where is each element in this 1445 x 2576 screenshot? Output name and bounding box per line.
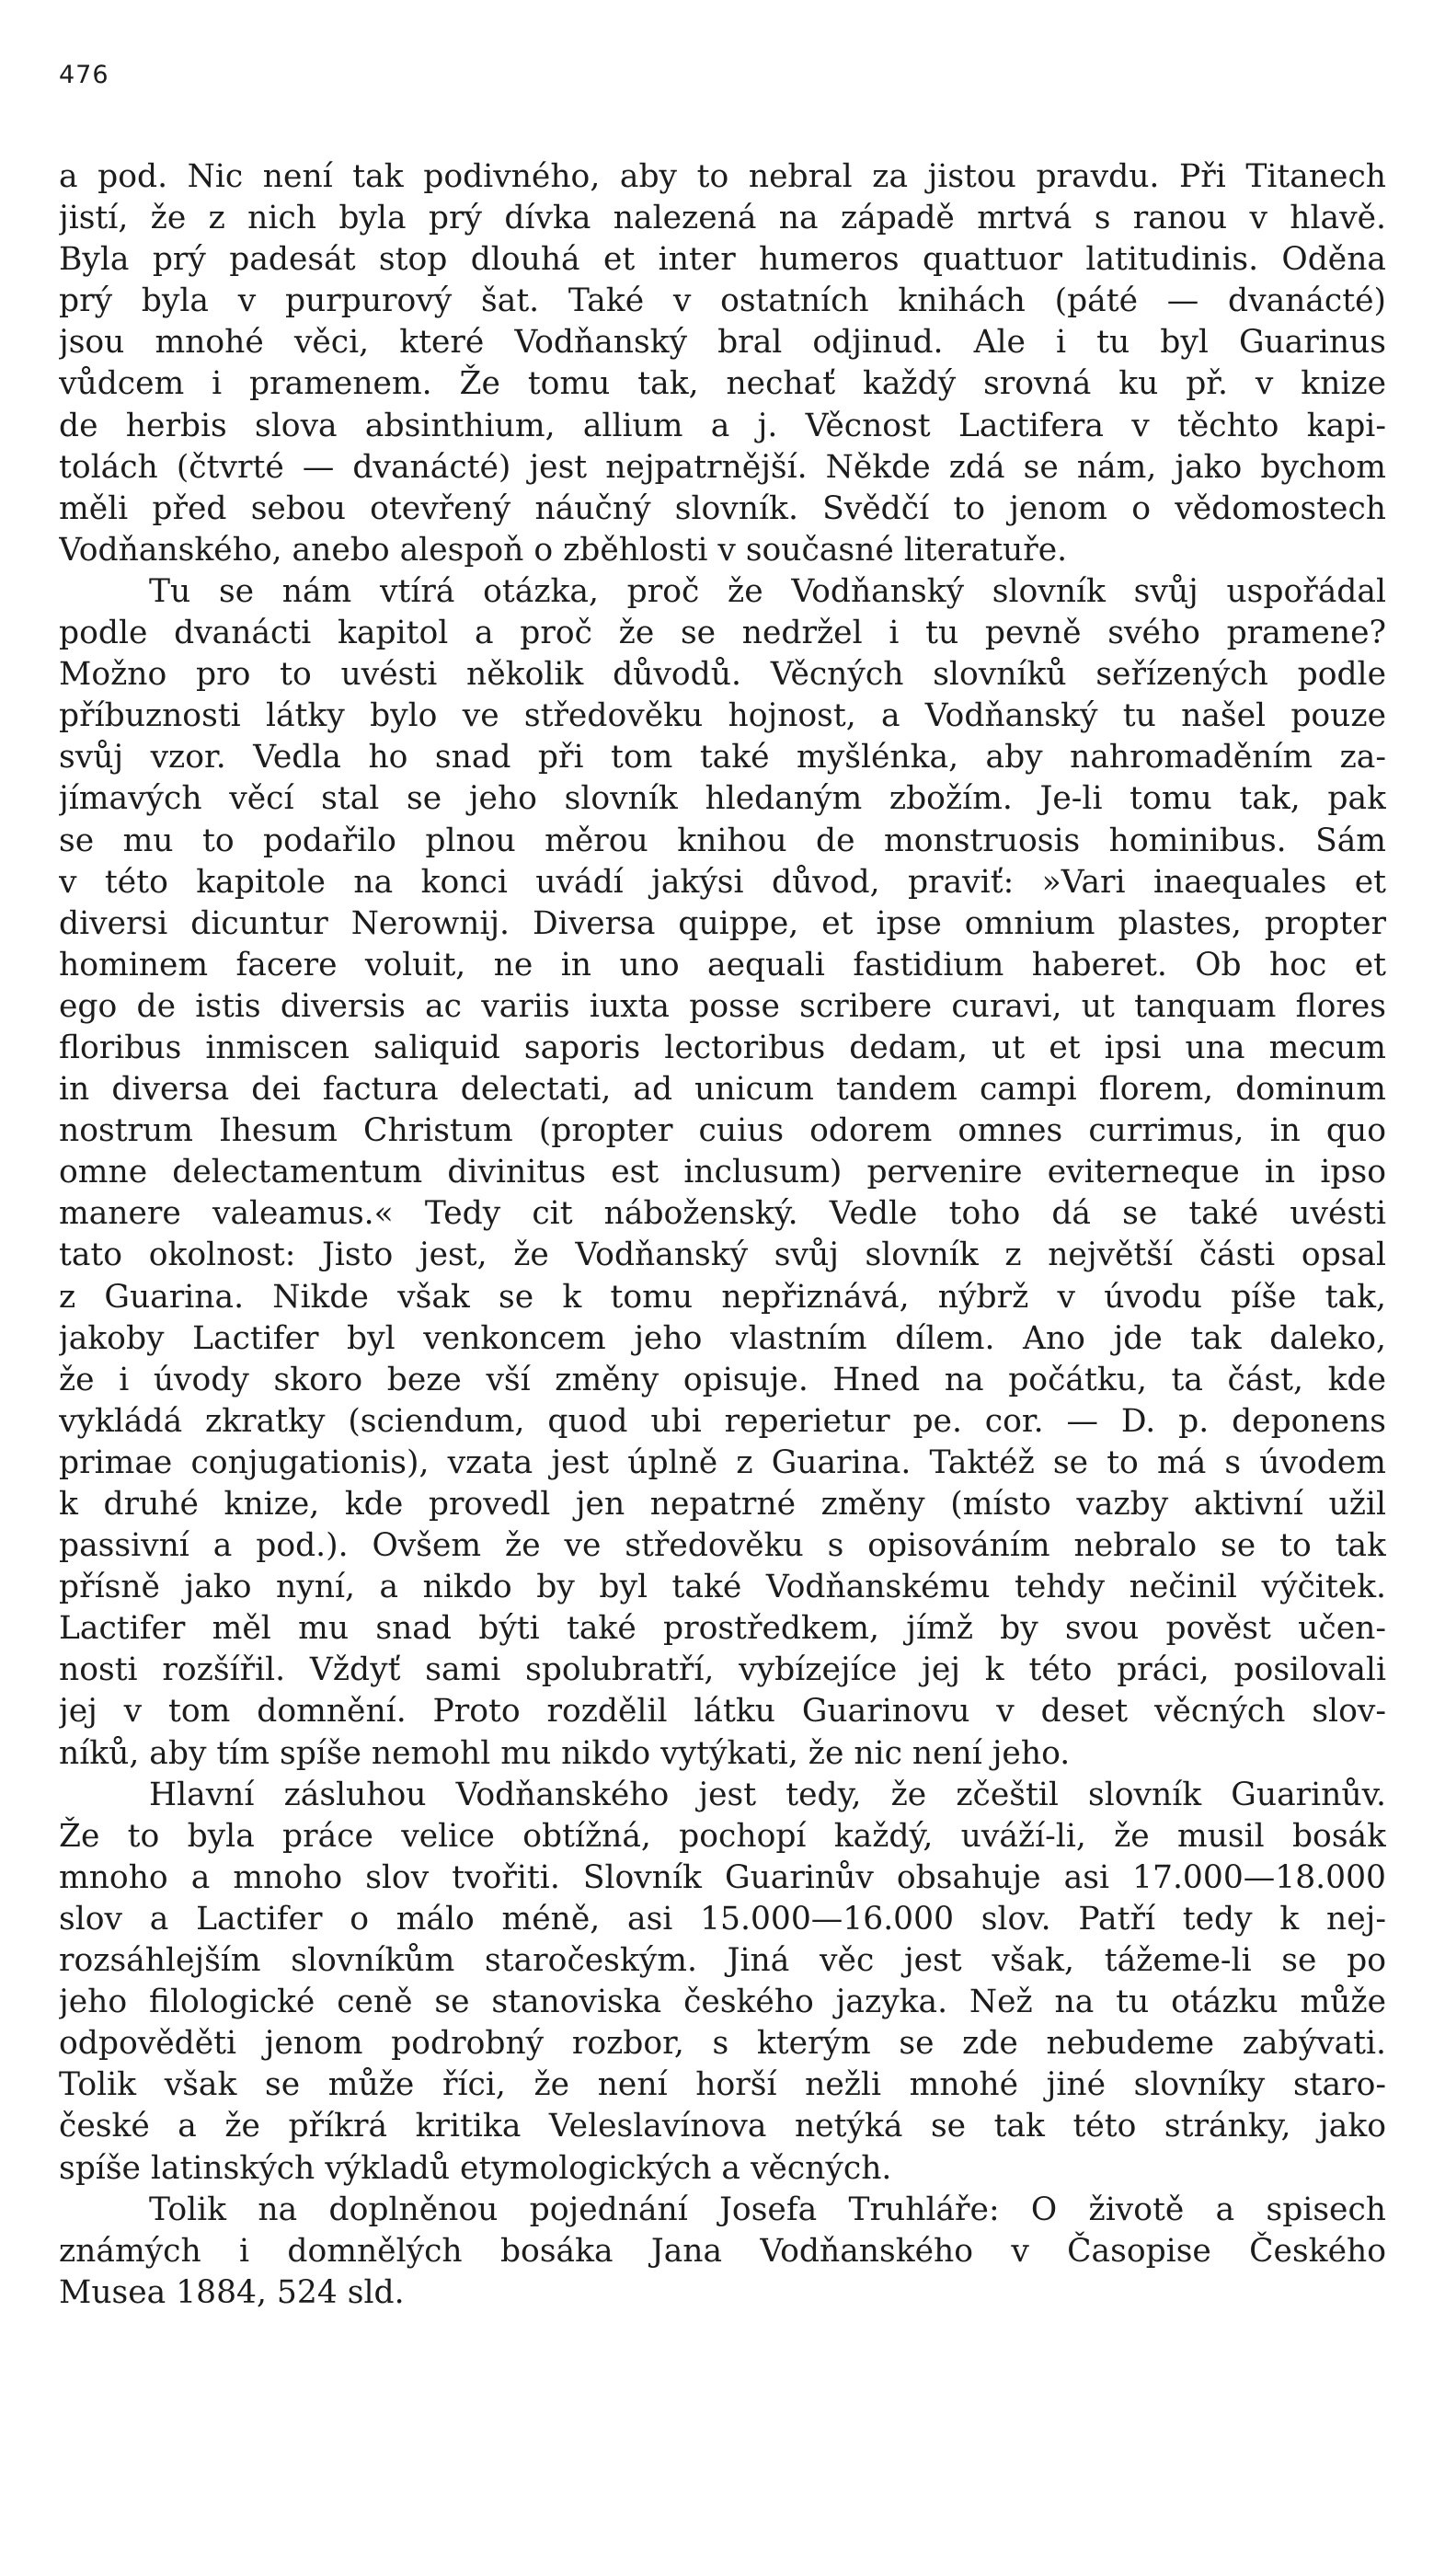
text-line: přísně jako nyní, a nikdo by byl také Vodňanskému tehdy nečinil výčitek. <box>59 1569 1386 1606</box>
text-line: jej v tom domnění. Proto rozdělil látku Guarinovu v deset věcných slov- <box>59 1693 1386 1731</box>
text-line: diversi dicuntur Nerownij. Diversa quippe, et ipse omnium plastes, propter <box>59 904 1386 942</box>
text-line: manere valeamus.« Tedy cit náboženský. Vedle toho dá se také uvésti <box>59 1195 1386 1233</box>
paragraph <box>59 571 1386 1775</box>
text-line: odpověděti jenom podrobný rozbor, s kterým se zde nebudeme zabývati. <box>59 2025 1386 2063</box>
text-line: mnoho a mnoho slov tvořiti. Slovník Guarinův obsahuje asi 17.000—18.000 <box>59 1858 1386 1896</box>
text-line: Hlavní zásluhou Vodňanského jest tedy, že zčeštil slovník Guarinův. <box>149 1776 1386 1813</box>
text-line: nosti rozšířil. Vždyť sami spolubratří, vybízejíce jej k této práci, posilovali <box>59 1651 1386 1689</box>
text-line: rozsáhlejším slovníkům staročeským. Jiná věc jest však, tážeme-li se po <box>59 1942 1386 1980</box>
paragraph <box>59 1775 1386 2190</box>
text-line: ego de istis diversis ac variis iuxta posse scribere curavi, ut tanquam flores <box>59 987 1386 1025</box>
text-line: z Guarina. Nikde však se k tomu nepřiznává, nýbrž v úvodu píše tak, <box>59 1278 1386 1316</box>
text-line: české a že příkrá kritika Veleslavínova netýká se tak této stránky, jako <box>59 2108 1386 2145</box>
paragraph <box>59 2190 1386 2314</box>
text-line: prý byla v purpurový šat. Také v ostatních knihách (páté — dvanácté) <box>59 282 1386 320</box>
body-text <box>59 156 1386 2314</box>
text-line: jakoby Lactifer byl venkoncem jeho vlastním dílem. Ano jde tak daleko, <box>59 1319 1386 1357</box>
text-line: Možno pro to uvésti několik důvodů. Věcných slovníků seřízených podle <box>59 656 1386 694</box>
text-line: jeho filologické ceně se stanoviska českého jazyka. Než na tu otázku může <box>59 1984 1386 2021</box>
text-line: primae conjugationis), vzata jest úplně z Guarina. Taktéž se to má s úvodem <box>59 1443 1386 1481</box>
text-line: že i úvody skoro beze vší změny opisuje. Hned na počátku, ta část, kde <box>59 1361 1386 1398</box>
text-line: Byla prý padesát stop dlouhá et inter humeros quattuor latitudinis. Oděna <box>59 241 1386 279</box>
text-line: vykládá zkratky (sciendum, quod ubi reperietur pe. cor. — D. p. deponens <box>59 1402 1386 1440</box>
text-line: Tolik na doplněnou pojednání Josefa Truhláře: O životě a spisech <box>149 2191 1386 2228</box>
text-line: Tolik však se může říci, že není horší nežli mnohé jiné slovníky staro- <box>59 2066 1386 2104</box>
text-line: vůdcem i pramenem. Že tomu tak, nechať každý srovná ku př. v knize <box>59 365 1386 403</box>
text-line: hominem facere voluit, ne in uno aequali fastidium haberet. Ob hoc et <box>59 946 1386 983</box>
text-line: de herbis slova absinthium, allium a j. Věcnost Lactifera v těchto kapi- <box>59 407 1386 444</box>
text-line: k druhé knize, kde provedl jen nepatrné změny (místo vazby aktivní užil <box>59 1486 1386 1523</box>
text-line: níků, aby tím spíše nemohl mu nikdo vytýkati, že nic není jeho. <box>59 1734 1071 1772</box>
text-line: a pod. Nic není tak podivného, aby to nebral za jistou pravdu. Při Titanech <box>59 158 1386 195</box>
text-line: slov a Lactifer o málo méně, asi 15.000—16.000 slov. Patří tedy k nej- <box>59 1900 1386 1938</box>
paragraph <box>59 156 1386 571</box>
text-line: Že to byla práce velice obtížná, pochopí každý, uváží-li, že musil bosák <box>59 1817 1386 1855</box>
page-number: 476 <box>59 61 109 89</box>
text-line: měli před sebou otevřený náučný slovník. Svědčí to jenom o vědomostech <box>59 489 1386 527</box>
text-line: Musea 1884, 524 sld. <box>59 2273 405 2311</box>
text-line: známých i domnělých bosáka Jana Vodňanského v Časopise Českého <box>59 2232 1386 2270</box>
text-line: svůj vzor. Vedla ho snad při tom také myšlénka, aby nahromaděním za- <box>59 739 1386 776</box>
text-line: podle dvanácti kapitol a proč že se nedržel i tu pevně svého pramene? <box>59 615 1386 652</box>
text-line: jistí, že z nich byla prý dívka nalezená na západě mrtvá s ranou v hlavě. <box>59 200 1386 237</box>
text-line: Lactifer měl mu snad býti také prostředkem, jímž by svou pověst učen- <box>59 1610 1386 1648</box>
text-line: v této kapitole na konci uvádí jakýsi důvod, praviť: »Vari inaequales et <box>59 863 1386 901</box>
text-line: příbuznosti látky bylo ve středověku hojnost, a Vodňanský tu našel pouze <box>59 697 1386 735</box>
text-line: floribus inmiscen saliquid saporis lectoribus dedam, ut et ipsi una mecum <box>59 1029 1386 1066</box>
text-line: in diversa dei factura delectati, ad unicum tandem campi florem, dominum <box>59 1071 1386 1109</box>
text-line: jímavých věcí stal se jeho slovník hledaným zbožím. Je-li tomu tak, pak <box>59 780 1386 818</box>
text-line: nostrum Ihesum Christum (propter cuius odorem omnes currimus, in quo <box>59 1112 1386 1150</box>
text-line: jsou mnohé věci, které Vodňanský bral odjinud. Ale i tu byl Guarinus <box>59 324 1386 362</box>
text-line: passivní a pod.). Ovšem že ve středověku s opisováním nebralo se to tak <box>59 1527 1386 1565</box>
text-line: Vodňanského, anebo alespoň o zběhlosti v současné literatuře. <box>59 531 1068 569</box>
text-line: spíše latinských výkladů etymologických a věcných. <box>59 2149 892 2187</box>
text-line: omne delectamentum divinitus est inclusum) pervenire eviterneque in ipso <box>59 1154 1386 1191</box>
text-line: Tu se nám vtírá otázka, proč že Vodňanský slovník svůj uspořádal <box>149 572 1386 610</box>
text-line: tolách (čtvrté — dvanácté) jest nejpatrnější. Někde zdá se nám, jako bychom <box>59 448 1386 486</box>
text-line: tato okolnost: Jisto jest, že Vodňanský svůj slovník z největší části opsal <box>59 1236 1386 1274</box>
text-line: se mu to podařilo plnou měrou knihou de monstruosis hominibus. Sám <box>59 822 1386 859</box>
